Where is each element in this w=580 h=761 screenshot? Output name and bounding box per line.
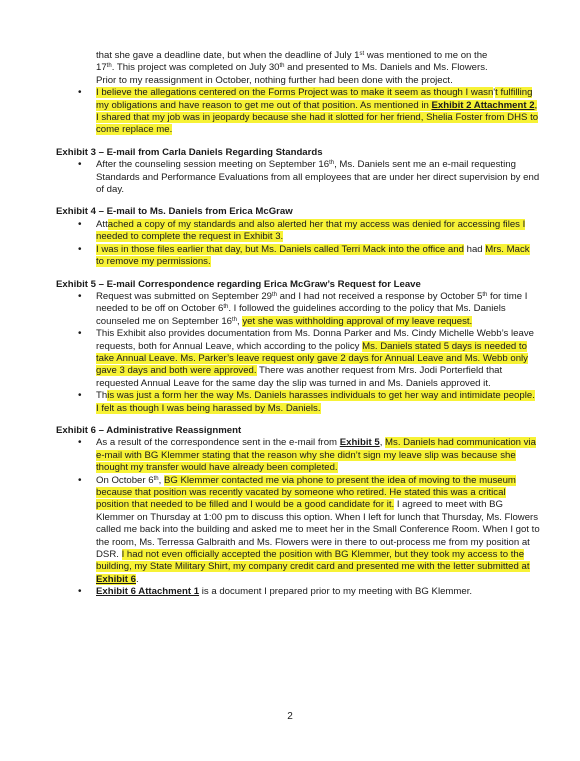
exhibit-reference: Exhibit 6 Attachment 1 [96,586,200,598]
exhibit-5-bullet-2 [56,328,540,390]
text-run: , Ms. Daniels sent me an e-mail requesting Standards and Performance Evaluations from all employees that are under her direct supervision by end of day. [96,159,540,196]
text-run: This Exhibit also provides documentation from Ms. Donna Parker and Ms. Cindy Michelle Webb’s leave requests, both for Annual Leave, which according to the policy [96,328,534,352]
exhibit-4-bullet-2 [56,244,540,269]
exhibit-6-bullet-3 [56,586,540,598]
text-run: . This project was completed on July 30 [111,62,280,74]
superscript: th [272,291,278,298]
text-run: was mentioned to me on the [364,50,488,61]
highlighted-text: I had not even officially accepted the position with BG Klemmer, but they took my access to the building, my State Military Shirt, my company credit card and presented me with the letter submitted at [96,549,530,573]
text-run: that she gave a deadline date, but when the deadline of July 1 [96,50,360,61]
exhibit-reference: Exhibit 5 [339,437,380,449]
highlighted-text: , I shared that my job was in jeopardy because she had it slotted for her friend, Shelia Foster from DHS to come replace me. [96,99,539,136]
page-number: 2 [287,711,293,722]
text-run: 17 [96,62,107,74]
exhibit-4-heading: Exhibit 4 – E-mail to Ms. Daniels from Erica McGraw [56,206,293,218]
text-run: for time I needed to be off on October 6 [96,290,528,315]
highlighted-text: I believe the allegations centered on the Forms Project was to make it seem as though I wasn [96,87,494,99]
text-run: , [237,315,243,327]
exhibit-6-bullet-2 [56,475,540,587]
highlighted-text: ached a copy of my standards and also alerted her that my access was denied for accessing files I needed to complete the request in Exhibit 3. [96,218,526,243]
superscript: th [223,304,229,311]
exhibit-6-heading: Exhibit 6 – Administrative Reassignment [56,424,242,436]
text-run: . I followed the guidelines according to the policy that Ms. Daniels counseled me on September 16 [96,303,506,327]
exhibit-3-bullet [56,159,540,196]
highlighted-text: Mrs. Mack to remove my permissions. [96,243,530,268]
text-run: Th [96,390,108,402]
superscript: th [232,316,238,323]
highlighted-text: I was in those files earlier that day, but Ms. Daniels called Terri Mack into the office and [96,243,464,255]
text-run: As a result of the correspondence sent in the e-mail from [96,437,340,449]
superscript: th [153,475,159,482]
exhibit-reference: Exhibit 2 Attachment 2 [431,99,535,111]
exhibit-3-heading: Exhibit 3 – E-mail from Carla Daniels Regarding Standards [56,146,323,158]
text-run: . [135,573,139,585]
superscript: th [482,291,488,298]
exhibit-5-bullet-1 [56,291,540,328]
text-run: There was another request from Mrs. Jodi Porterfield that requested Annual Leave for the same day the slip was turned in and Ms. Daniels approved it. [96,365,503,389]
text-run: Request was submitted on September 29 [96,290,272,302]
superscript: st [359,51,365,57]
text-run: On October 6 [96,474,154,486]
superscript: th [106,63,112,70]
exhibit-4-bullet-1 [56,219,540,244]
exhibit-5-bullet-3 [56,390,540,415]
text-run: Prior to my reassignment in October, nothing further had been done with the project. [96,74,453,86]
text-run: , [158,474,164,486]
text-run: I agreed to meet with BG Klemmer on Thursday at 1:00 pm to discuss this option. When I left for lunch that Thursday, Ms. Flowers called me back into the building and asked me to meet her in the Small Conference Room. When I got to the room, Ms. Terressa Galbraith and Ms. Flowers were in there to out-process me from my position at DSR. [96,499,540,561]
text-run: After the counseling session meeting on September 16 [96,159,330,171]
highlighted-text: yet she was withholding approval of my leave request. [242,315,473,327]
intro-paragraph [56,50,540,87]
highlighted-text: Ms. Daniels stated 5 days is needed to take Annual Leave. Ms. Parker’s leave request only gave 2 days for Annual Leave and Ms. Webb only gave 3 days and both were approved. [96,340,528,377]
highlighted-text: is was just a form her the way Ms. Daniels harasses individuals to get her way and intimidate people. I felt as though I was being harassed by Ms. Daniels. [96,390,535,414]
bullet-forms-project [56,87,540,137]
highlighted-text: t fulfilling my obligations and have reason to get me out of that position. As mentioned in [96,87,533,111]
text-run: is a document I prepared prior to my meeting with BG Klemmer. [199,586,473,598]
text-run: Att [96,218,108,230]
highlighted-text: BG Klemmer contacted me via phone to present the idea of moving to the museum because that position was recently vacated by someone who retired. He stated this was a critical position that needed to be filled and I would be a good candidate for it. [96,474,516,511]
text-run: and presented to Ms. Daniels and Ms. Flowers. [284,62,488,74]
text-run: , [379,437,386,449]
text-run: and I had not received a response by October 5 [277,290,483,302]
superscript: th [279,63,285,70]
exhibit-reference: Exhibit 6 [96,573,136,585]
exhibit-6-bullet-1 [56,437,540,474]
text-run: had [463,243,486,255]
superscript: th [329,160,335,167]
exhibit-5-heading: Exhibit 5 – E-mail Correspondence regarding Erica McGraw’s Request for Leave [56,278,421,290]
highlighted-text: Ms. Daniels had communication via e-mail with BG Klemmer stating that the reason why she didn’t sign my leave slip was because she thought my transfer would have already been completed. [96,437,536,474]
